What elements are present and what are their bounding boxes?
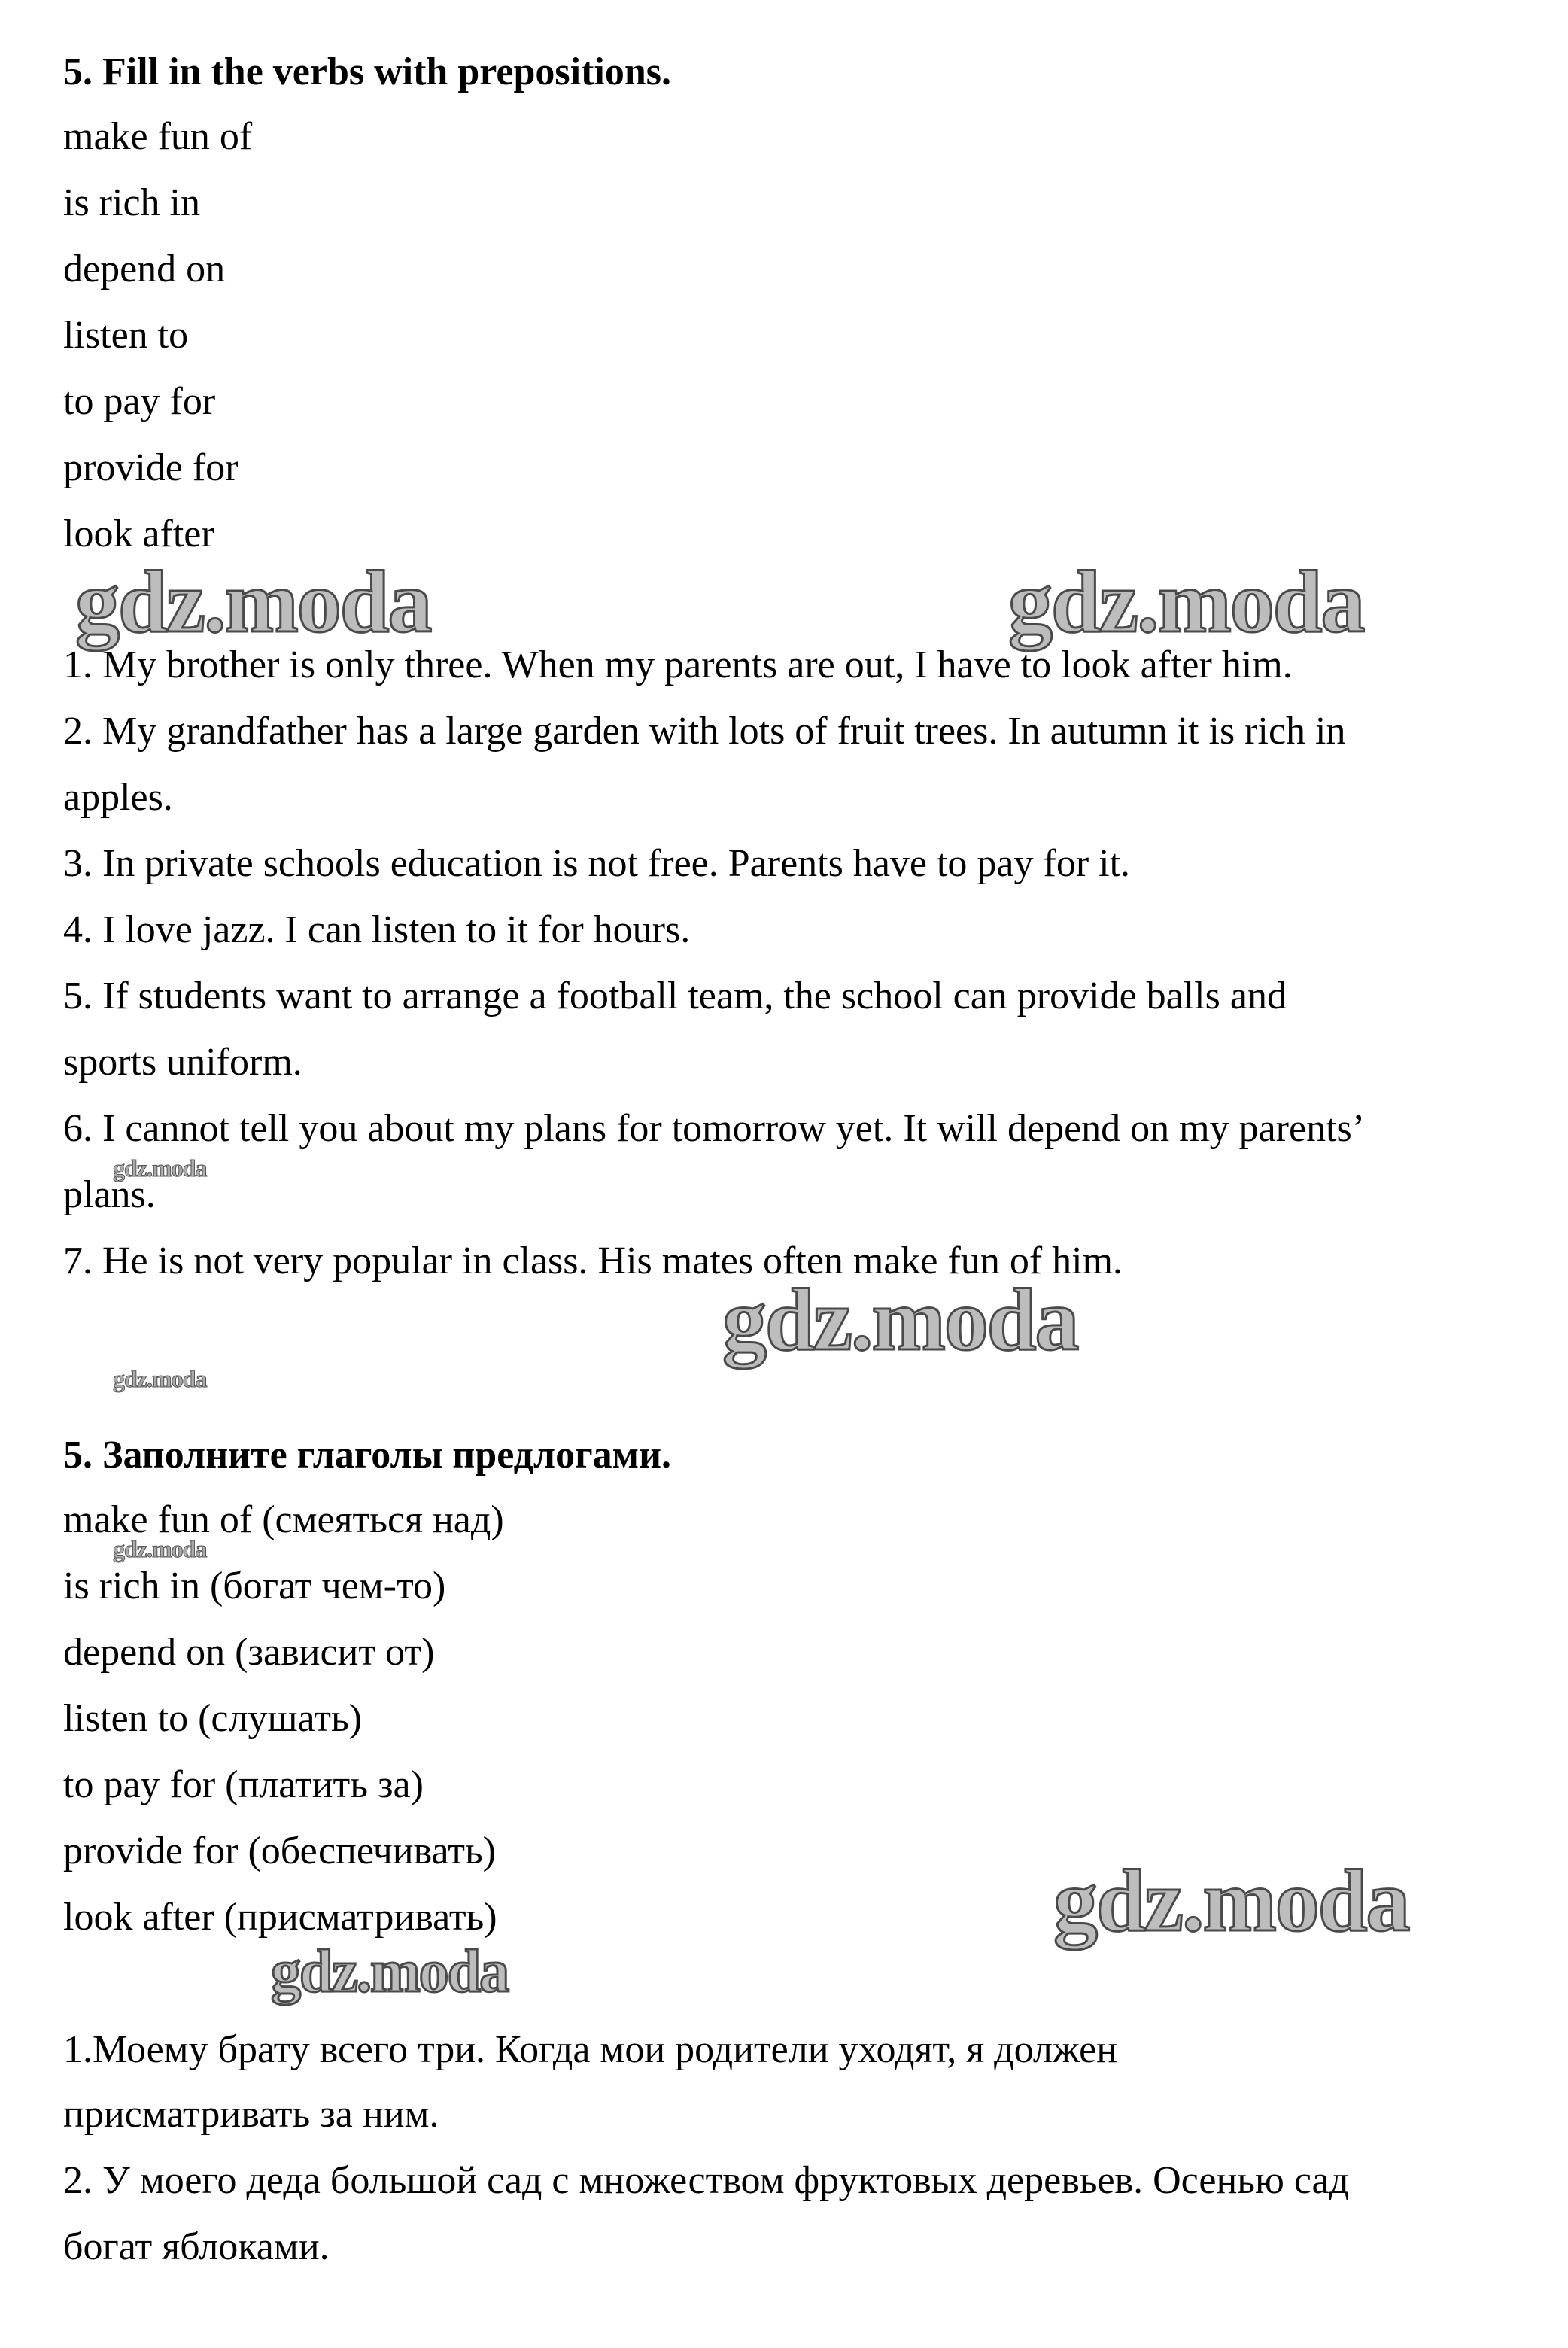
answer-line: 5. If students want to arrange a football team, the school can provide balls and [63,975,1287,1017]
watermark-logo: gdz.moda [271,1939,509,2005]
verb-item-ru: make fun of (смеяться над) [63,1498,504,1541]
verb-item-ru: is rich in (богат чем-то) [63,1565,446,1607]
answer-line: 7. He is not very popular in class. His mates often make fun of him. [63,1239,1123,1282]
verb-item: provide for [63,446,239,489]
answer-line: 1. My brother is only three. When my parents are out, I have to look after him. [63,643,1293,686]
watermark-logo: gdz.moda [113,1535,207,1562]
answer-line: 4. I love jazz. I can listen to it for hours. [63,908,691,951]
verb-item: listen to [63,314,189,357]
watermark-logo: gdz.moda [722,1270,1078,1369]
answer-line: apples. [63,776,173,819]
verb-item: make fun of [63,115,253,158]
verb-item-ru: depend on (зависит от) [63,1631,435,1674]
verb-item-ru: look after (присматривать) [63,1896,497,1939]
verb-item: is rich in [63,181,200,224]
answer-line: 6. I cannot tell you about my plans for tomorrow yet. It will depend on my parents’ [63,1107,1366,1150]
verb-item-ru: listen to (слушать) [63,1697,362,1740]
watermark-logo: gdz.moda [113,1365,207,1392]
verb-item: depend on [63,248,226,290]
answer-line: plans. [63,1173,156,1216]
answer-line: 2. My grandfather has a large garden with lots of fruit trees. In autumn it is rich in [63,710,1346,753]
exercise-title: 5. Fill in the verbs with prepositions. [63,50,672,93]
answer-line-ru: присматривать за ним. [63,2093,439,2136]
verb-item-ru: to pay for (платить за) [63,1763,424,1806]
answer-line-ru: богат яблоками. [63,2225,330,2268]
watermark-logo: gdz.moda [113,1154,207,1182]
verb-item-ru: provide for (обеспечивать) [63,1829,496,1872]
verb-item: to pay for [63,380,216,423]
answer-line-ru: 2. У моего деда большой сад с множеством фруктовых деревьев. Осенью сад [63,2159,1350,2202]
watermark-logo: gdz.moda [1008,552,1364,651]
watermark-logo: gdz.moda [1053,1851,1409,1950]
watermark-logo: gdz.moda [75,552,431,651]
answer-line: 3. In private schools education is not free. Parents have to pay for it. [63,842,1131,885]
answer-line-ru: 1.Моему брату всего три. Когда мои родители уходят, я должен [63,2028,1118,2071]
verb-item: look after [63,512,214,555]
exercise-title-ru: 5. Заполните глаголы предлогами. [63,1434,672,1477]
answer-line: sports uniform. [63,1041,302,1084]
